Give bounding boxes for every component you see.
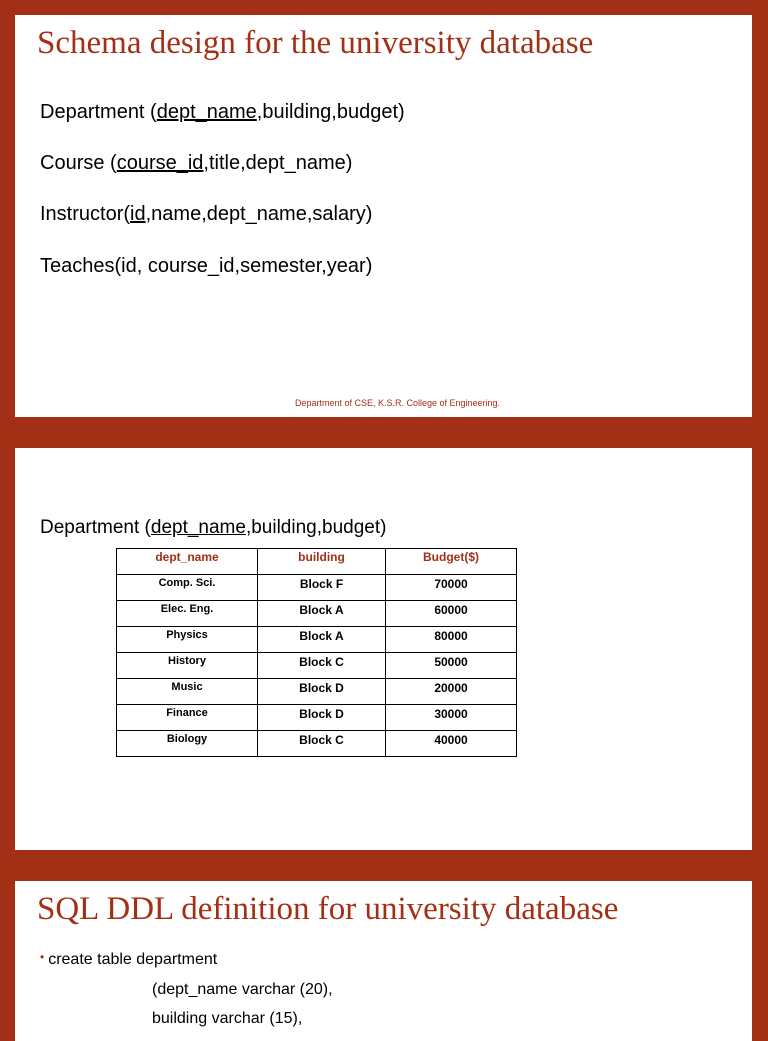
table-row xyxy=(117,627,517,653)
relation-department: Department (dept_name,building,budget) xyxy=(40,517,387,538)
table-cell: Elec. Eng. xyxy=(117,601,258,627)
table-row xyxy=(117,653,517,679)
table-row xyxy=(117,731,517,757)
table-row xyxy=(117,575,517,601)
table-cell: 50000 xyxy=(386,653,517,679)
slide-title: SQL DDL definition for university database xyxy=(37,891,619,927)
table-cell: Block D xyxy=(258,705,386,731)
table-header-row xyxy=(117,549,517,575)
table-cell: Music xyxy=(117,679,258,705)
column-header: building xyxy=(258,549,386,575)
slide-title: Schema design for the university database xyxy=(37,25,594,61)
column-header: Budget($) xyxy=(386,549,517,575)
table-cell: Biology xyxy=(117,731,258,757)
table-cell: Comp. Sci. xyxy=(117,575,258,601)
slide-footer: Department of CSE, K.S.R. College of Engineering. xyxy=(294,398,501,408)
table-cell: 40000 xyxy=(386,731,517,757)
table-cell: 20000 xyxy=(386,679,517,705)
code-line: (dept_name varchar (20), xyxy=(152,981,333,998)
slide-schema-design xyxy=(15,15,752,417)
primary-key: course_id xyxy=(116,152,204,174)
primary-key: id xyxy=(130,203,146,225)
bullet-icon: • xyxy=(40,950,45,964)
table-cell: History xyxy=(117,653,258,679)
slide-department-table xyxy=(15,448,752,850)
slide-sql-ddl xyxy=(15,881,752,1041)
relation-teaches: Teaches(id, course_id,semester,year) xyxy=(40,255,373,277)
table-cell: Block C xyxy=(258,731,386,757)
table-cell: Block A xyxy=(258,627,386,653)
table-cell: 70000 xyxy=(386,575,517,601)
department-table xyxy=(116,548,517,757)
table-cell: Block D xyxy=(258,679,386,705)
relation-instructor: Instructor(id,name,dept_name,salary) xyxy=(40,203,373,225)
relation-course: Course (course_id,title,dept_name) xyxy=(40,152,353,174)
table-row xyxy=(117,705,517,731)
primary-key: dept_name xyxy=(150,517,246,538)
table-cell: Physics xyxy=(117,627,258,653)
table-cell: Block F xyxy=(258,575,386,601)
table-row xyxy=(117,679,517,705)
table-cell: 60000 xyxy=(386,601,517,627)
table-row xyxy=(117,601,517,627)
relation-department: Department (dept_name,building,budget) xyxy=(40,101,405,123)
table-cell: 30000 xyxy=(386,705,517,731)
primary-key: dept_name xyxy=(156,101,257,123)
code-line: building varchar (15), xyxy=(152,1010,303,1027)
bullet-item: • create table department xyxy=(40,950,218,968)
column-header: dept_name xyxy=(117,549,258,575)
table-cell: 80000 xyxy=(386,627,517,653)
table-cell: Finance xyxy=(117,705,258,731)
table-cell: Block A xyxy=(258,601,386,627)
table-cell: Block C xyxy=(258,653,386,679)
